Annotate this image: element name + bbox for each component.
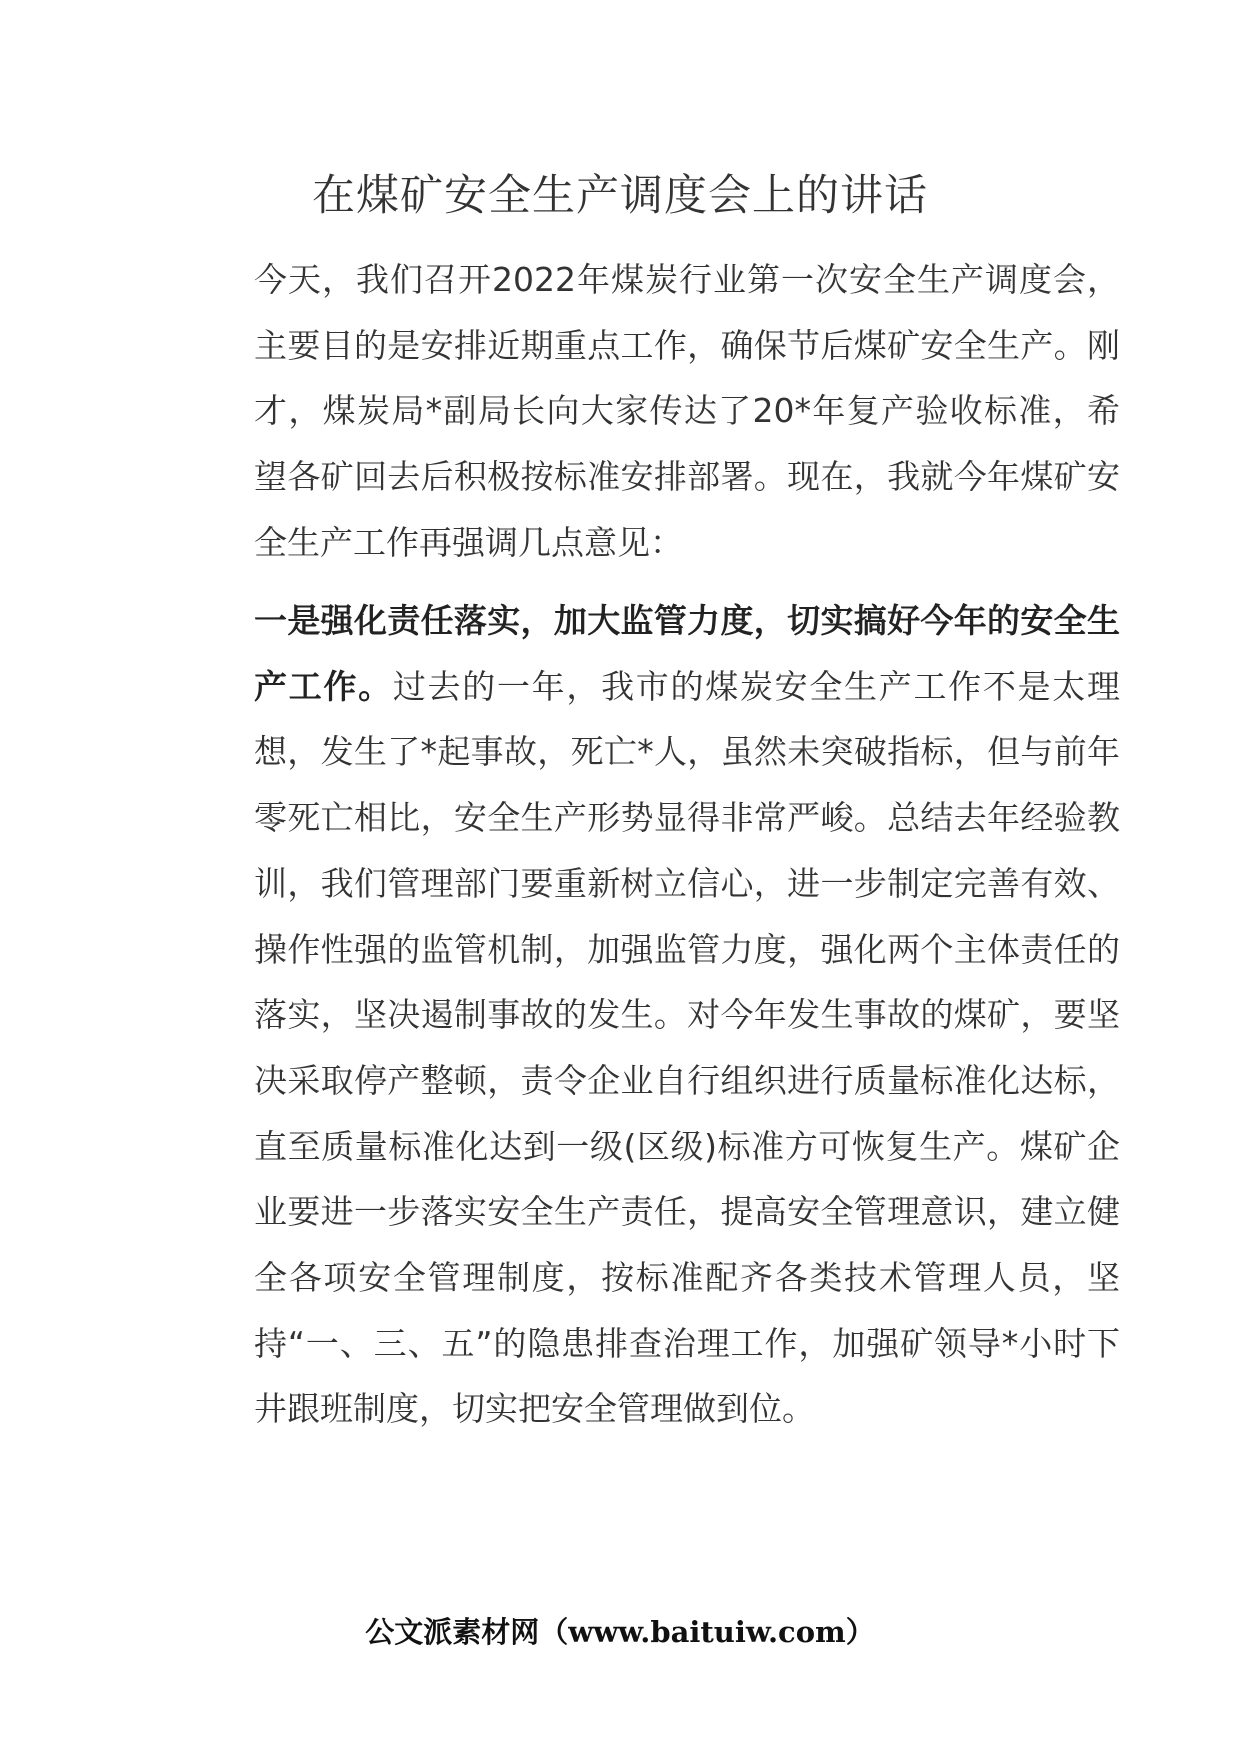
document-title: 在煤矿安全生产调度会上的讲话 bbox=[312, 171, 928, 221]
paragraph-2-heading: 一是强化责任落实，加大监管力度，切实搞好今年的安全生产工作。 bbox=[254, 601, 1120, 706]
paragraph-2 bbox=[188, 588, 1120, 1442]
paragraph-1: 今天，我们召开2022年煤炭行业第一次安全生产调度会，主要目的是安排近期重点工作，确保节后煤矿安全生产。刚才，煤炭局*副局长向大家传达了20*年复产验收标准，希望各矿回去后积极按标准安排部署。现在，我就今年煤矿安全生产工作再强调几点意见： bbox=[254, 260, 1120, 562]
paragraph-2-body: 过去的一年，我市的煤炭安全生产工作不是太理想，发生了*起事故，死亡*人，虽然未突破指标，但与前年零死亡相比，安全生产形势显得非常严峻。总结去年经验教训，我们管理部门要重新树立信心，进一步制定完善有效、操作性强的监管机制，加强监管力度，强化两个主体责任的落实，坚决遏制事故的发生。对今年发生事故的煤矿，要坚决采取停产整顿，责令企业自行组织进行质量标准化达标，直至质量标准化达到一级(区级)标准方可恢复生产。煤矿企业要进一步落实安全生产责任，提高安全管理意识，建立健全各项安全管理制度，按标准配齐各类技术管理人员，坚持“一、三、五”的隐患排查治理工作，加强矿领导*小时下井跟班制度，切实把安全管理做到位。 bbox=[254, 666, 1121, 1429]
footer-watermark: 公文派素材网（www.baituiw.com） bbox=[365, 1615, 875, 1649]
